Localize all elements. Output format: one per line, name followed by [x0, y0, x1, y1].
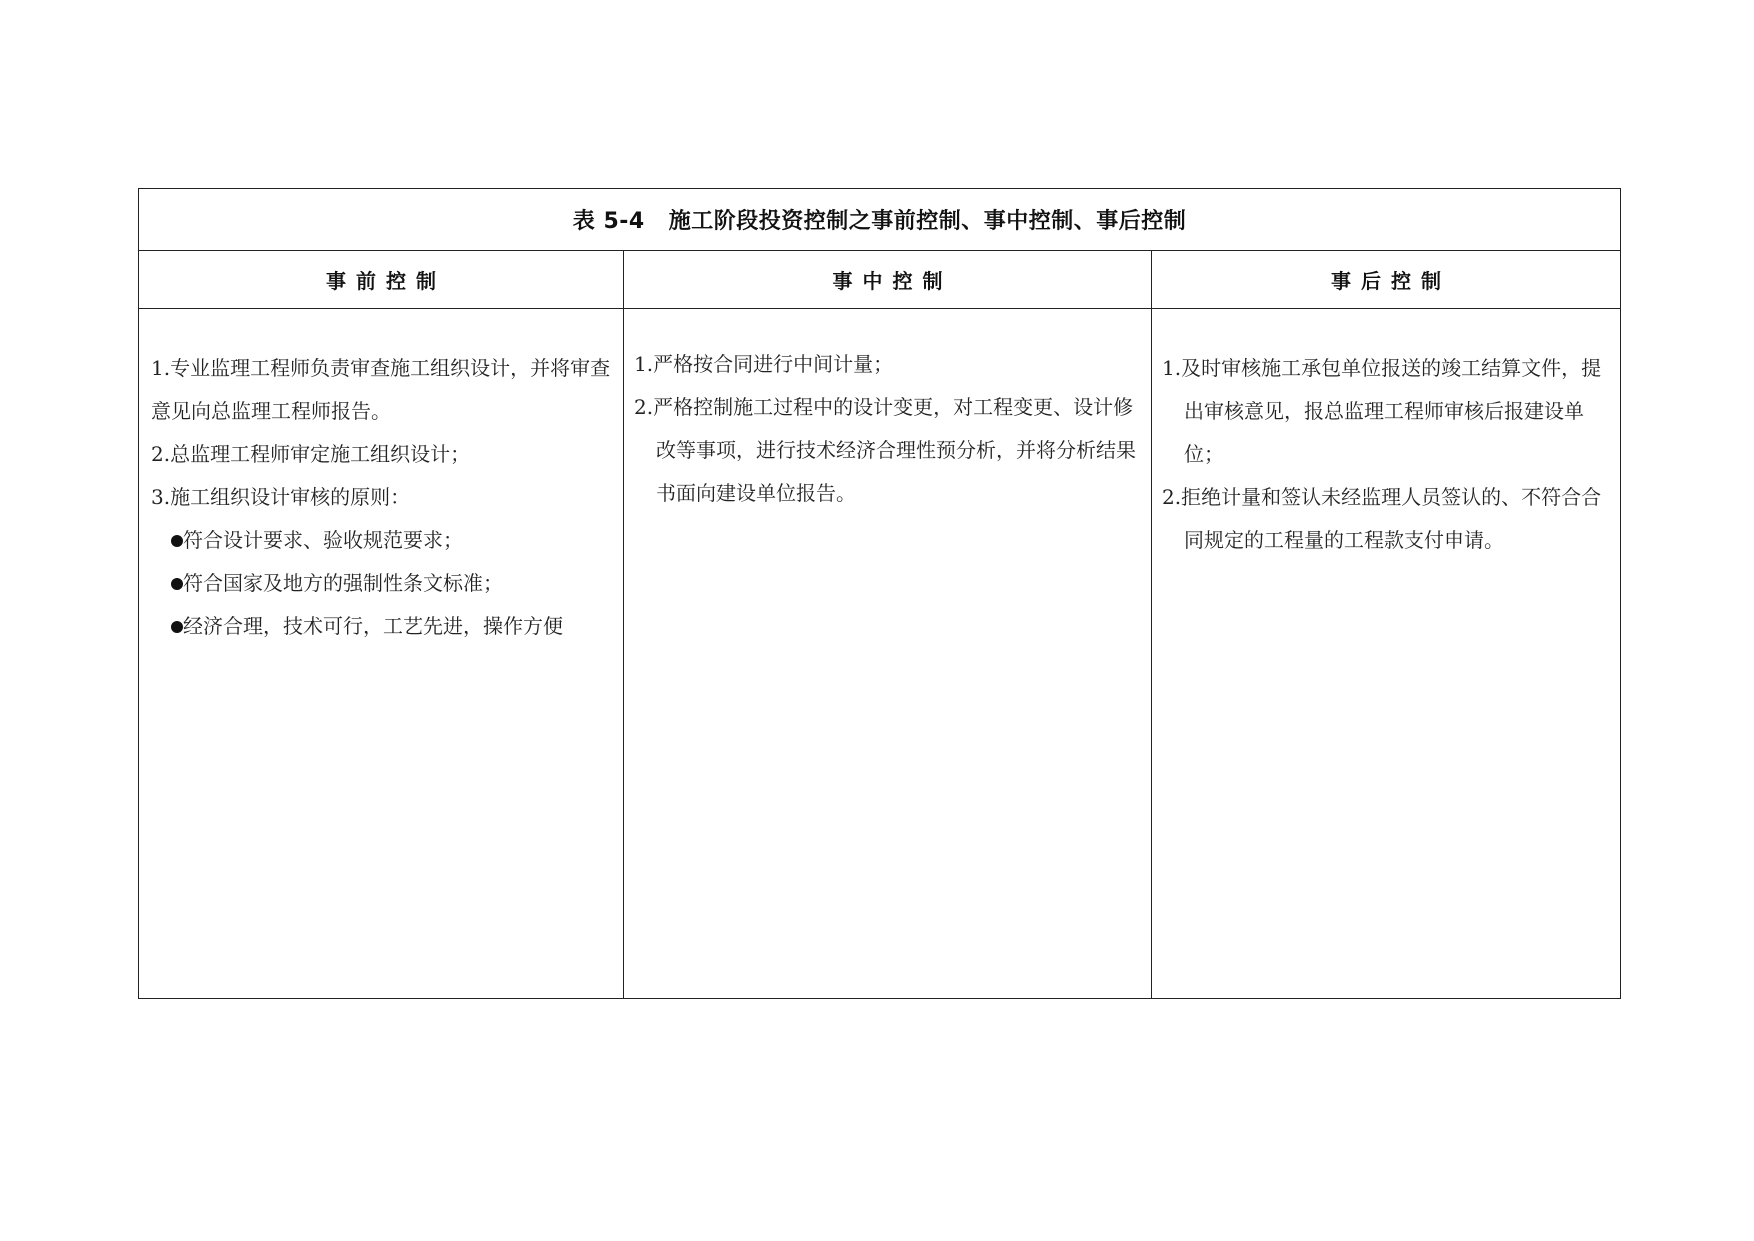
- list-item: 1.及时审核施工承包单位报送的竣工结算文件，提出审核意见，报总监理工程师审核后报建设单位；: [1162, 356, 1602, 466]
- column-mid-control: [624, 251, 1152, 998]
- column-post-control: [1152, 251, 1620, 998]
- bullet-item: [151, 519, 613, 562]
- table-title-text: 施工阶段投资控制之事前控制、事中控制、事后控制: [668, 209, 1187, 234]
- bullet-text: 经济合理，技术可行，工艺先进，操作方便: [183, 614, 563, 638]
- list-item: 2.总监理工程师审定施工组织设计；: [151, 442, 471, 466]
- column-body-mid-control: [624, 309, 1151, 515]
- list-item: 2.严格控制施工过程中的设计变更，对工程变更、设计修改等事项，进行技术经济合理性预分析，并将分析结果书面向建设单位报告。: [634, 395, 1136, 505]
- column-body-pre-control: [139, 309, 623, 648]
- table-title: [139, 189, 1620, 251]
- table-number: 表 5-4: [572, 209, 645, 234]
- bullet-item: [151, 562, 613, 605]
- bullet-item: [151, 605, 613, 648]
- list-item: 2.拒绝计量和签认未经监理人员签认的、不符合合同规定的工程量的工程款支付申请。: [1162, 485, 1602, 552]
- bullet-dot-icon: [171, 535, 183, 547]
- column-header-post-control: 事后控制: [1152, 251, 1620, 309]
- column-header-pre-control: 事前控制: [139, 251, 623, 309]
- list-item: 1.严格按合同进行中间计量；: [634, 352, 894, 376]
- bullet-text: 符合国家及地方的强制性条文标准；: [183, 571, 503, 595]
- column-body-post-control: [1152, 309, 1620, 562]
- bullet-dot-icon: [171, 578, 183, 590]
- bullet-text: 符合设计要求、验收规范要求；: [183, 528, 463, 552]
- list-item: 1.专业监理工程师负责审查施工组织设计，并将审查意见向总监理工程师报告。: [151, 356, 611, 423]
- control-table: [138, 188, 1621, 999]
- bullet-dot-icon: [171, 621, 183, 633]
- column-header-mid-control: 事中控制: [624, 251, 1151, 309]
- list-item: 3.施工组织设计审核的原则：: [151, 485, 411, 509]
- column-pre-control: [139, 251, 624, 998]
